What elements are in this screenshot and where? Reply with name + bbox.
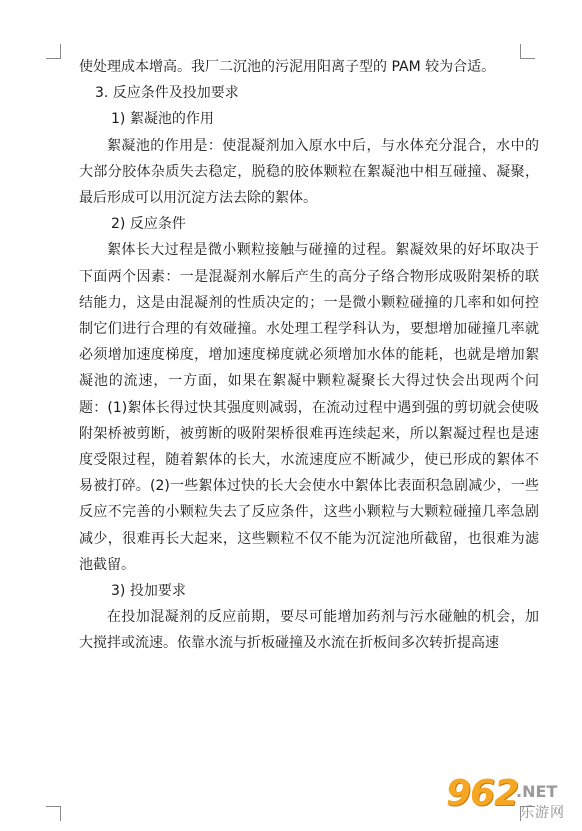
watermark-domain: .NET [516,782,558,801]
paragraph-reaction-conditions: 絮体长大过程是微小颗粒接触与碰撞的过程。絮凝效果的好坏取决于下面两个因素：一是混凝剂水解后产生的高分子络合物形成吸附架桥的联结能力，这是由混凝剂的性质决定的；一是微小颗粒碰撞的几率和如何控制它们进行合理的有效碰撞。水处理工程学科认为，要想增加碰撞几率就必须增加速度梯度，增加速度梯度就必须增加水体的能耗，也就是增加絮凝池的流速，一方面，如果在絮凝中颗粒凝聚长大得过快会出现两个问题：(1)絮体长得过快其强度则减弱，在流动过程中遇到强的剪切就会使吸附架桥被剪断，被剪断的吸附架桥很难再连续起来，所以絮凝过程也是速度受限过程，随着絮体的长大，水流速度应不断减少，使已形成的絮体不易被打碎。(2)一些絮体过快的长大会使水中絮体比表面积急剧减少，一些反应不完善的小颗粒失去了反应条件，这些小颗粒与大颗粒碰撞几率急剧减少，很难再长大起来，这些颗粒不仅不能为沉淀池所截留，也很难为滤池截留。 [79,242,539,573]
paragraph-intro: 使处理成本增高。我厂二沉池的污泥用阳离子型的 PAM 较为合适。 [79,59,496,75]
page-corner-mark-bottom-left [46,806,61,821]
document-body [79,54,539,657]
watermark-logo-number: 962 [446,773,519,814]
page-corner-mark-top-left [46,44,61,59]
subheading-dosing-requirements: 3) 投加要求 [111,583,186,600]
subheading-reaction-conditions: 2) 反应条件 [111,216,186,233]
section-heading-reaction-conditions: 3. 反应条件及投加要求 [95,85,239,102]
watermark-site-name: 乐游网 [520,805,565,821]
subheading-flocculation-tank-role: 1) 絮凝池的作用 [111,111,214,128]
site-watermark-logo [446,773,574,826]
paragraph-flocculation-tank-role: 絮凝池的作用是：使混凝剂加入原水中后，与水体充分混合，水中的大部分胶体杂质失去稳定，脱稳的胶体颗粒在絮凝池中相互碰撞、凝聚，最后形成可以用沉淀方法去除的絮体。 [79,137,539,207]
paragraph-dosing-requirements: 在投加混凝剂的反应前期，要尽可能增加药剂与污水碰触的机会，加大搅拌或流速。依靠水流与折板碰撞及水流在折板间多次转折提高速 [79,609,539,652]
